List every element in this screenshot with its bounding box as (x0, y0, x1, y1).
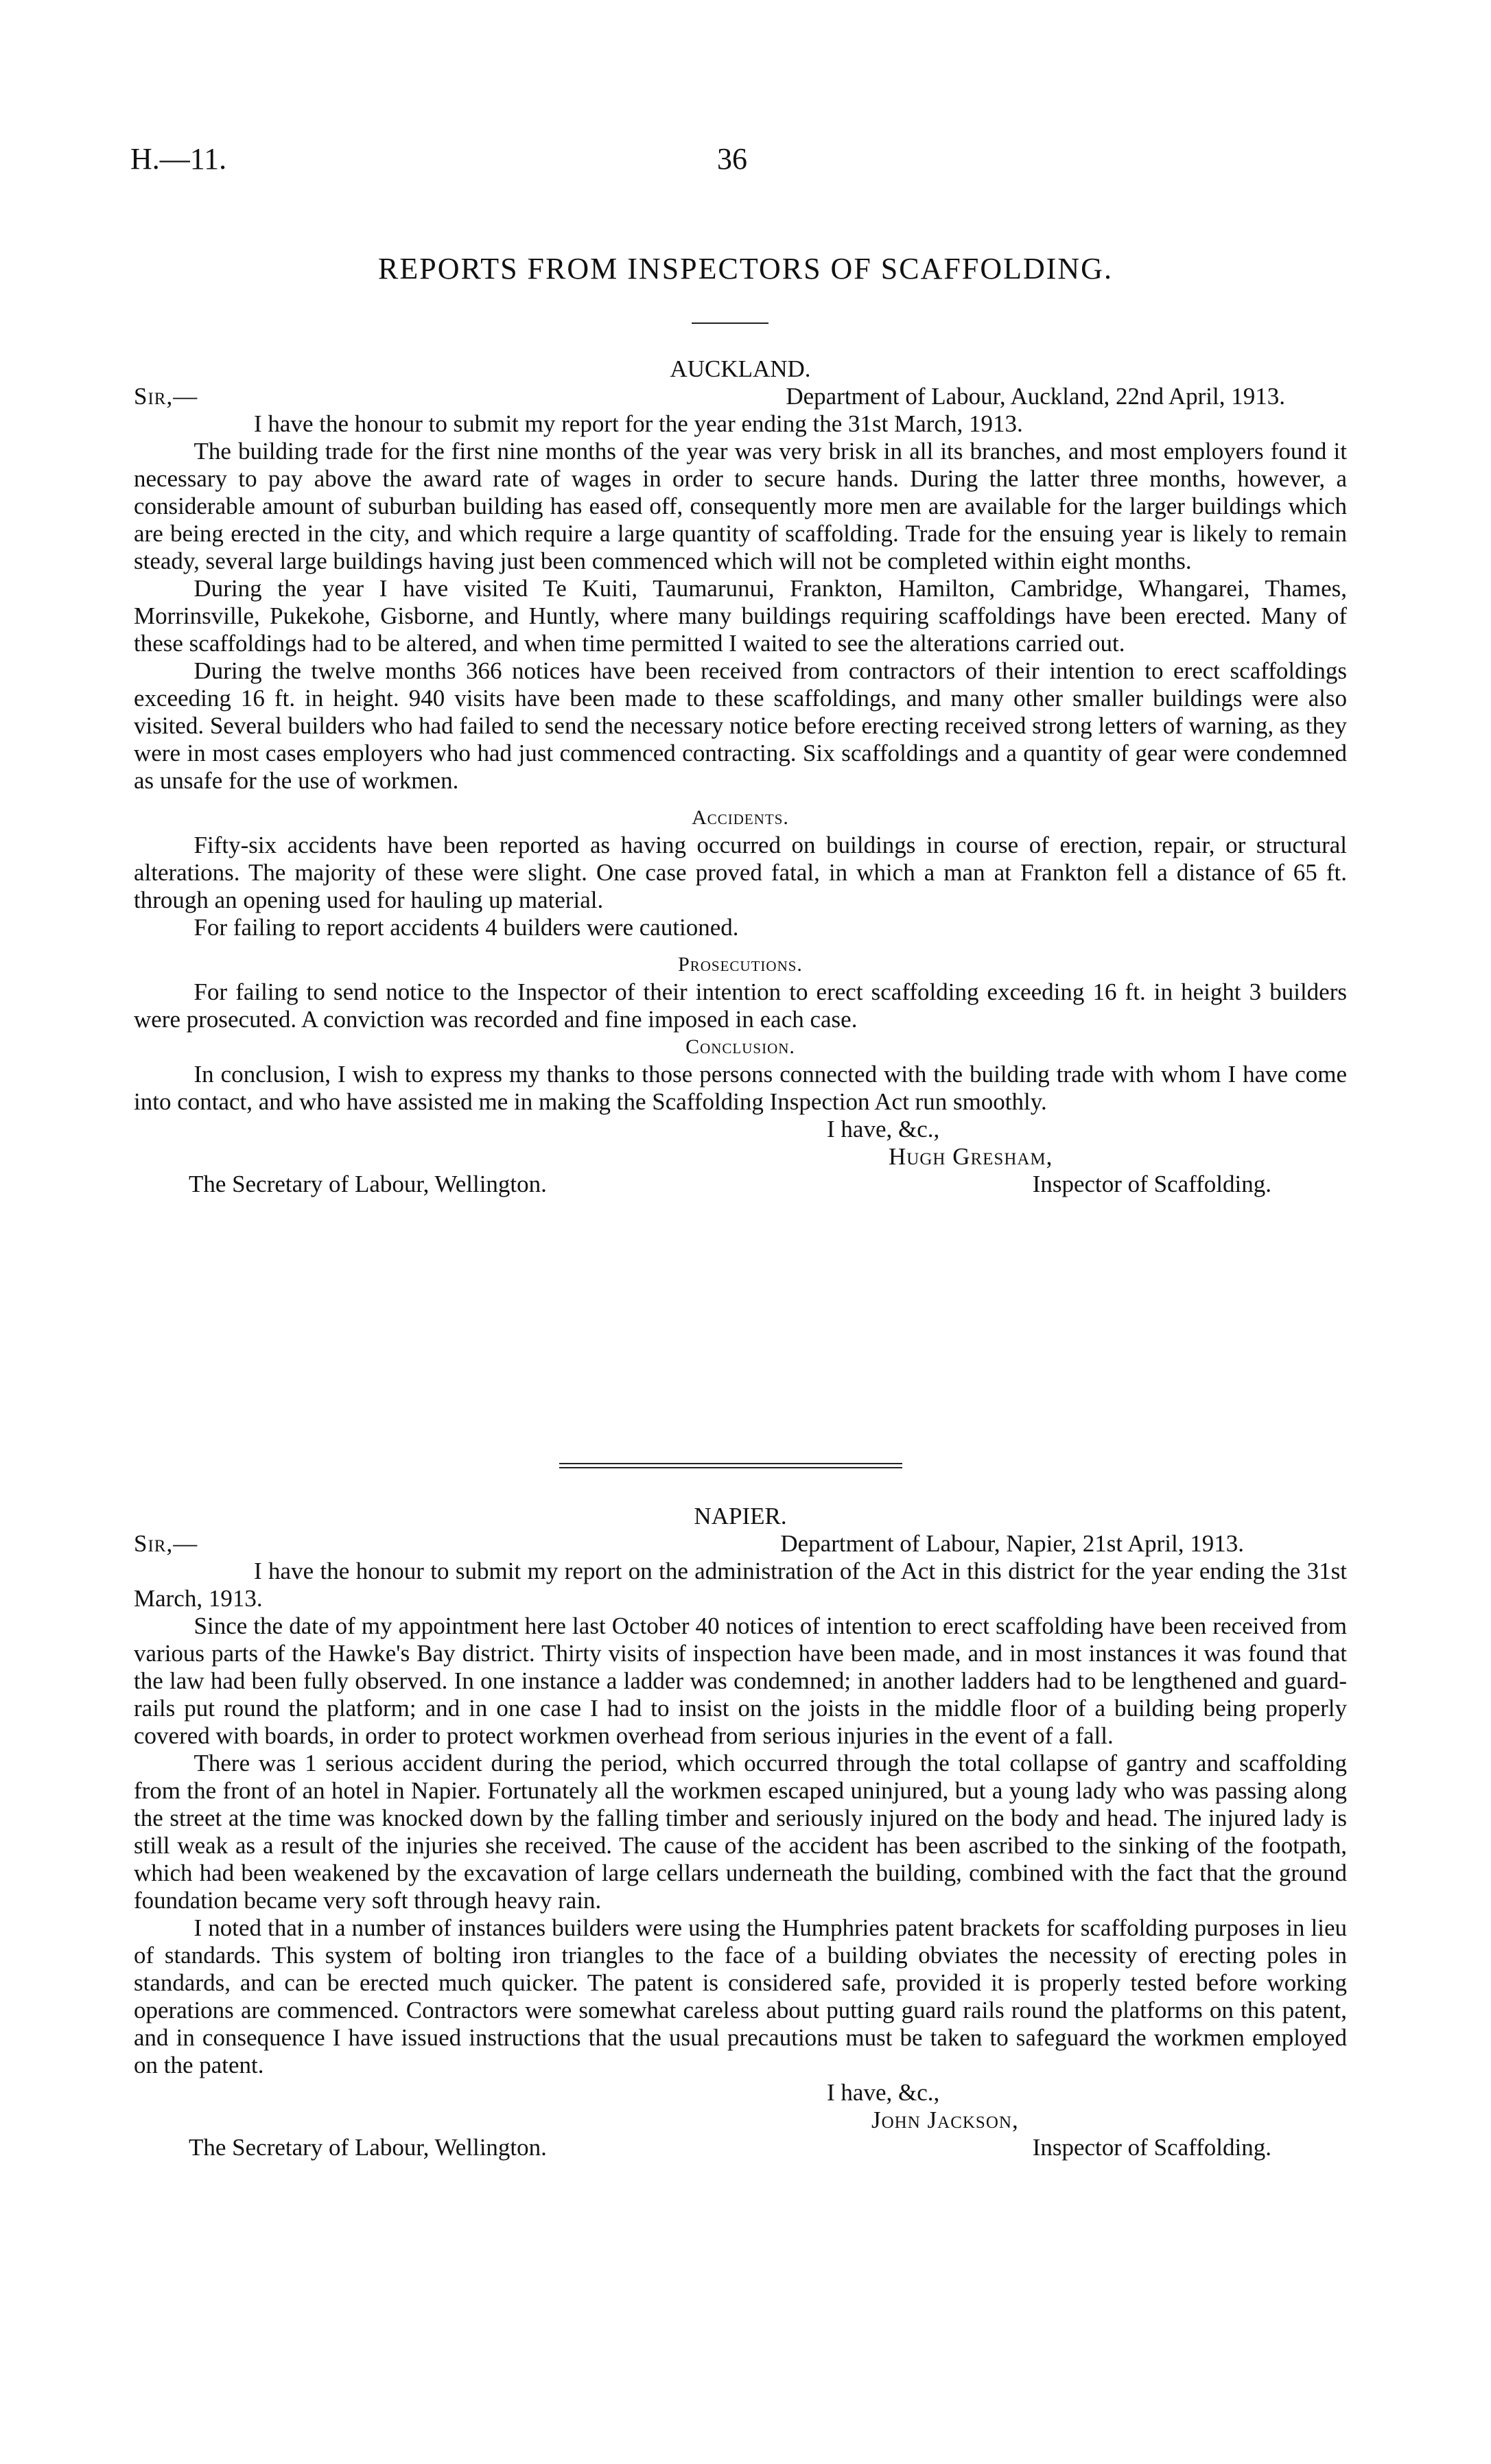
paragraph: I have the honour to submit my report on the administration of the Act in this district for the year ending the 31st March, 1913. (134, 1558, 1347, 1612)
salutation: Sir,— (134, 383, 198, 410)
paragraph: I have the honour to submit my report for the year ending the 31st March, 1913. (254, 410, 1023, 437)
subheading-prosecutions: Prosecutions. (678, 953, 803, 976)
salutation-row (134, 1530, 1347, 1558)
paragraph: For failing to report accidents 4 builders were cautioned. (193, 914, 739, 941)
paragraph: For failing to send notice to the Inspector of their intention to erect scaffolding exceeding 16 ft. in height 3 builders were prosecuted. A conviction was recorded and fine imposed in each case. (134, 978, 1347, 1033)
paragraph: There was 1 serious accident during the period, which occurred through the total collapse of gantry and scaffolding from the front of an hotel in Napier. Fortunately all the workmen escaped uninjured, but a young lady who was passing along the street at the time was knocked down by the falling timber and seriously injured on the body and head. The injured lady is still weak as a result of the injuries she received. The cause of the accident has been ascribed to the sinking of the footpath, which had been weakened by the excavation of large cellars underneath the building, combined with the fact that the ground foundation became very soft through heavy rain. (134, 1750, 1347, 1914)
napier-report (134, 1503, 1347, 2161)
addressee: The Secretary of Labour, Wellington. (189, 2134, 547, 2161)
signature-row (134, 1171, 1347, 1198)
paragraph: During the twelve months 366 notices have been received from contractors of their intention to erect scaffoldings exceeding 16 ft. in height. 940 visits have been made to these scaffoldings, and many other smaller buildings were also visited. Several builders who had failed to send the necessary notice before erecting received strong letters of warning, as they were in most cases employers who had just commenced contracting. Six scaffoldings and a quantity of gear were condemned as unsafe for the use of workmen. (134, 657, 1347, 794)
section-heading: NAPIER. (694, 1503, 787, 1529)
paragraph: The building trade for the first nine months of the year was very brisk in all its branches, and most employers found it necessary to pay above the award rate of wages in order to secure hands. During the latter three months, however, a considerable amount of suburban building has eased off, consequently more men are available for the larger buildings which are being erected in the city, and which require a large quantity of scaffolding. Trade for the ensuing year is likely to remain steady, several large buildings having just been commenced which will not be completed within eight months. (134, 438, 1347, 574)
closing: I have, &c., (827, 1116, 940, 1142)
addressee: The Secretary of Labour, Wellington. (189, 1171, 547, 1197)
closing: I have, &c., (827, 2079, 940, 2106)
page-number: 36 (717, 142, 747, 176)
salutation-row (134, 383, 1347, 410)
divider (692, 322, 768, 324)
paragraph: During the year I have visited Te Kuiti, Taumarunui, Frankton, Hamilton, Cambridge, Whangarei, Thames, Morrinsville, Pukekohe, Gisborne, and Huntly, where many buildings requiring scaffoldings have been erected. Many of these scaffoldings had to be altered, and when time permitted I waited to see the alterations carried out. (134, 575, 1347, 657)
salutation: Sir,— (134, 1530, 198, 1557)
document-reference: H.—11. (130, 142, 227, 176)
signatory: John Jackson, (871, 2107, 1019, 2133)
subheading-accidents: Accidents. (692, 806, 789, 829)
paragraph: In conclusion, I wish to express my thanks to those persons connected with the building trade with whom I have come into contact, and who have assisted me in making the Scaffolding Inspection Act run smoothly. (134, 1061, 1347, 1115)
dateline: Department of Labour, Auckland, 22nd April, 1913. (786, 383, 1285, 410)
paragraph: Fifty-six accidents have been reported as having occurred on buildings in course of erection, repair, or structural alterations. The majority of these were slight. One case proved fatal, in which a man at Frankton fell a distance of 65 ft. through an opening used for hauling up material. (134, 832, 1347, 913)
section-heading: AUCKLAND. (670, 355, 811, 382)
subheading-conclusion: Conclusion. (685, 1035, 795, 1058)
signatory-title: Inspector of Scaffolding. (1032, 1171, 1271, 1197)
signature-row (134, 2134, 1347, 2161)
signatory-title: Inspector of Scaffolding. (1032, 2134, 1271, 2161)
divider (559, 1467, 902, 1468)
auckland-report (134, 355, 1347, 1198)
signatory: Hugh Gresham, (889, 1143, 1053, 1170)
paragraph: I noted that in a number of instances builders were using the Humphries patent brackets for scaffolding purposes in lieu of standards. This system of bolting iron triangles to the face of a building obviates the necessity of erecting poles in standards, and can be erected much quicker. The patent is considered safe, provided it is properly tested before working operations are commenced. Contractors were somewhat careless about putting guard rails round the platforms on this patent, and in consequence I have issued instructions that the usual precautions must be taken to safeguard the workmen employed on the patent. (134, 1914, 1347, 2078)
paragraph: Since the date of my appointment here last October 40 notices of intention to erect scaffolding have been received from various parts of the Hawke's Bay district. Thirty visits of inspection have been made, and in most instances it was found that the law had been fully observed. In one instance a ladder was condemned; in another ladders had to be lengthened and guard-rails put round the platform; and in one case I had to insist on the joists in the middle floor of a building being properly covered with boards, in order to protect workmen overhead from serious injuries in the event of a fall. (134, 1612, 1347, 1749)
divider (559, 1463, 902, 1464)
dateline: Department of Labour, Napier, 21st April, 1913. (780, 1530, 1244, 1557)
page-title: REPORTS FROM INSPECTORS OF SCAFFOLDING. (378, 252, 1113, 285)
